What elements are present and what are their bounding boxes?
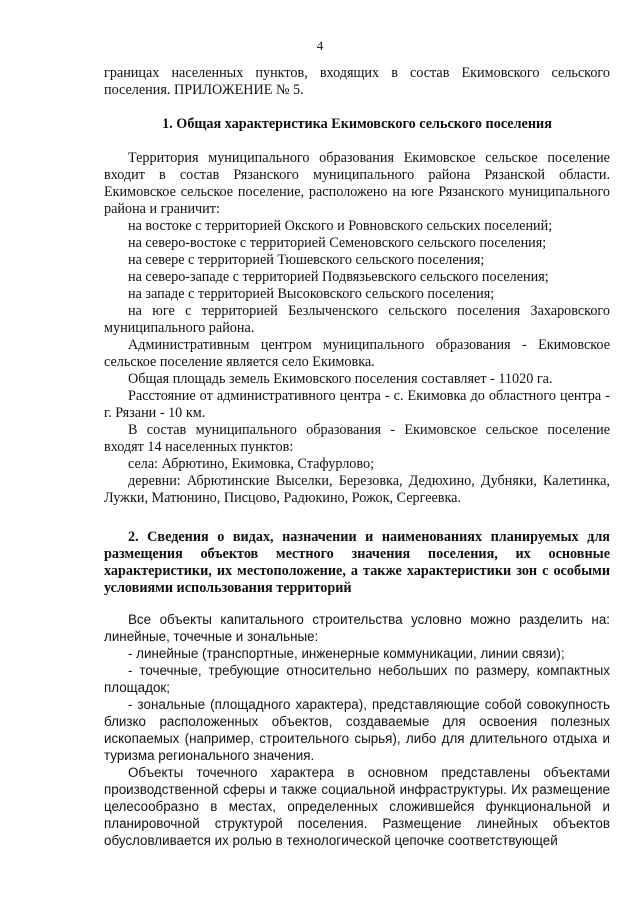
section-heading-2: 2. Сведения о видах, назначении и наименованиях планируемых для размещения объектов местного значения поселения, их основные характеристики, их местоположение, а также характеристики зон с особыми условиями использования территорий [104,529,610,596]
paragraph: на юге с территорией Безлыченского сельского поселения Захаровского муниципального района. [104,303,610,336]
paragraph: - зональные (площадного характера), представляющие собой совокупность близко расположенных объектов, создаваемые для освоения полезных ископаемых (например, строительного сырья), либо для длительного отдыха и туризма регионального значения. [104,697,610,763]
paragraph: Административным центром муниципального образования - Екимовское сельское поселение является село Екимовка. [104,337,610,370]
paragraph: на востоке с территорией Окского и Ровновского сельских поселений; [128,218,553,234]
document-body [104,65,610,849]
paragraph: Территория муниципального образования Екимовское сельское поселение входит в состав Рязанского муниципального района Рязанской области. Екимовское сельское поселение, расположено на юге Рязанского муниципального района и граничит: [104,150,610,217]
paragraph: Объекты точечного характера в основном представлены объектами производственной сферы и также социальной инфраструктуры. Их размещение целесообразно в местах, определенных сложившейся функциональной и планировочной структурой поселения. Размещение линейных объектов обусловливается их ролью в технологической цепочке соответствующей [104,765,610,848]
paragraph: В состав муниципального образования - Екимовское сельское поселение входят 14 населенных пунктов: [104,422,610,455]
paragraph: - точечные, требующие относительно небольших по размеру, компактных площадок; [104,663,610,695]
section-heading-1: 1. Общая характеристика Екимовского сельского поселения [162,116,552,132]
paragraph: на западе с территорией Высоковского сельского поселения; [128,286,495,302]
paragraph: Расстояние от административного центра - с. Екимовка до областного центра - г. Рязани - 10 км. [104,388,610,421]
paragraph: на севере с территорией Тюшевского сельского поселения; [128,252,485,268]
paragraph: границах населенных пунктов, входящих в состав Екимовского сельского поселения. ПРИЛОЖЕНИЕ № 5. [104,65,610,98]
paragraph: - линейные (транспортные, инженерные коммуникации, линии связи); [128,646,565,661]
page-number: 4 [316,38,324,53]
paragraph: Все объекты капитального строительства условно можно разделить на: линейные, точечные и зональные: [104,612,610,644]
paragraph: села: Абрютино, Екимовка, Стафурлово; [128,456,375,472]
paragraph: Общая площадь земель Екимовского поселения составляет - 11020 га. [128,371,553,387]
paragraph: на северо-востоке с территорией Семеновского сельского поселения; [128,235,547,251]
paragraph: на северо-западе с территорией Подвязьевского сельского поселения; [128,269,549,285]
paragraph: деревни: Абрютинские Выселки, Березовка, Дедюхино, Дубняки, Калетинка, Лужки, Матюнино, Писцово, Радюкино, Рожок, Сергеевка. [104,473,610,506]
